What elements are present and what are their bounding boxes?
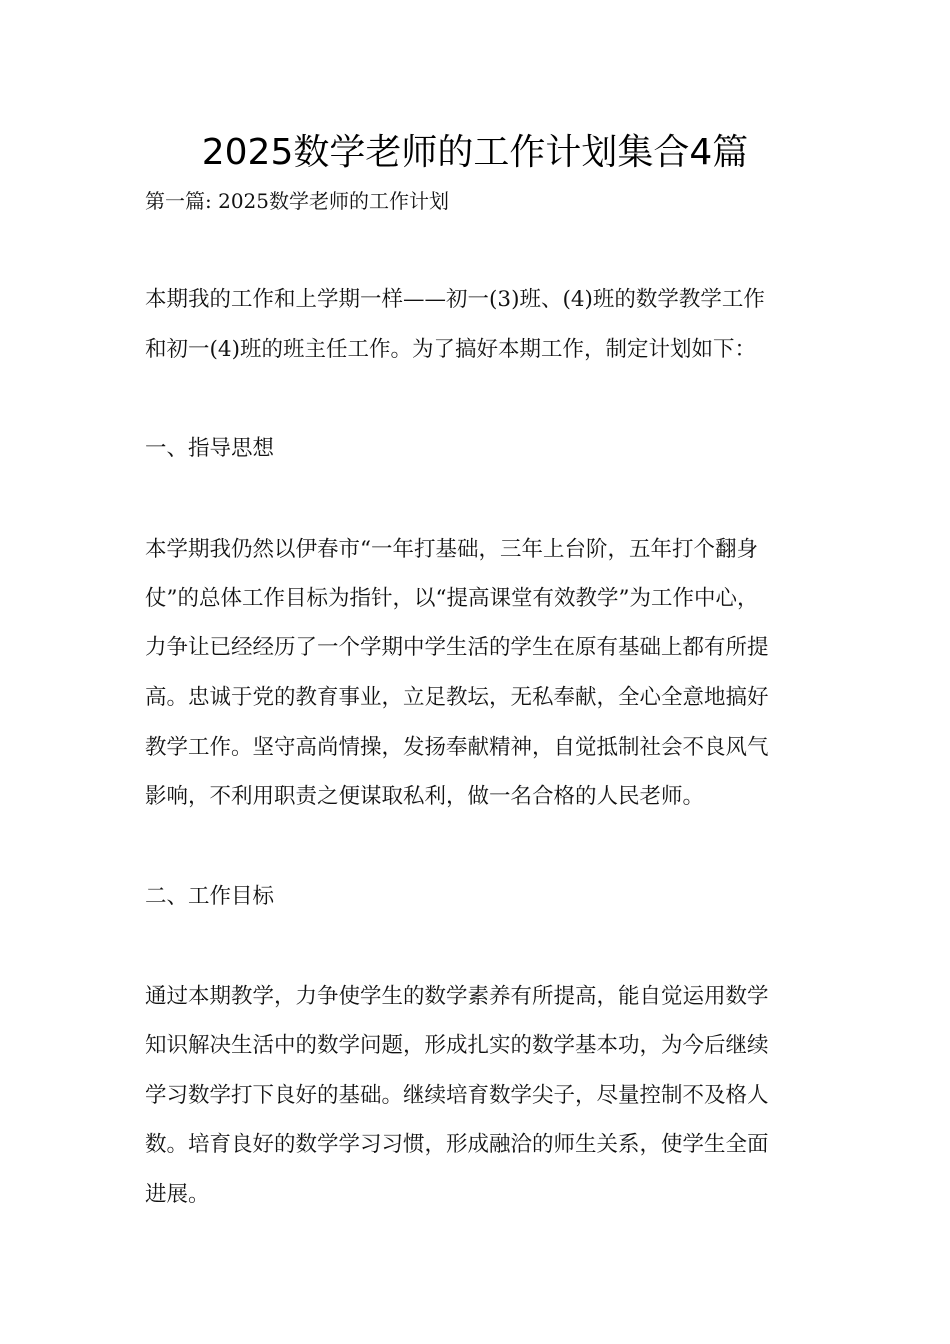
intro-line: 本期我的工作和上学期一样——初一(3)班、(4)班的数学教学工作 bbox=[145, 287, 765, 312]
paragraph-line: 数。培育良好的数学学习习惯，形成融洽的师生关系，使学生全面 bbox=[145, 1132, 769, 1157]
paragraph-line: 本学期我仍然以伊春市“一年打基础，三年上台阶，五年打个翻身 bbox=[145, 537, 758, 562]
paragraph-line: 通过本期教学，力争使学生的数学素养有所提高，能自觉运用数学 bbox=[145, 984, 769, 1009]
paragraph-line: 影响，不利用职责之便谋取私利，做一名合格的人民老师。 bbox=[145, 784, 705, 809]
paragraph-line: 高。忠诚于党的教育事业，立足教坛，无私奉献，全心全意地搞好 bbox=[145, 685, 769, 710]
section-heading-work-goals: 二、工作目标 bbox=[145, 884, 275, 909]
paragraph-line: 知识解决生活中的数学问题，形成扎实的数学基本功，为今后继续 bbox=[145, 1033, 769, 1058]
section-heading-guiding-ideology: 一、指导思想 bbox=[145, 436, 275, 461]
paragraph-line: 力争让已经经历了一个学期中学生活的学生在原有基础上都有所提 bbox=[145, 635, 769, 660]
paragraph-line: 教学工作。坚守高尚情操，发扬奉献精神，自觉抵制社会不良风气 bbox=[145, 735, 769, 760]
document-title: 2025数学老师的工作计划集合4篇 bbox=[201, 132, 749, 173]
paragraph-line: 仗”的总体工作目标为指针，以“提高课堂有效教学”为工作中心， bbox=[145, 586, 759, 611]
intro-line: 和初一(4)班的班主任工作。为了搞好本期工作，制定计划如下： bbox=[145, 337, 756, 362]
paragraph-line: 学习数学打下良好的基础。继续培育数学尖子，尽量控制不及格人 bbox=[145, 1083, 769, 1108]
document-subtitle: 第一篇: 2025数学老师的工作计划 bbox=[145, 189, 449, 213]
paragraph-line: 进展。 bbox=[145, 1182, 210, 1207]
